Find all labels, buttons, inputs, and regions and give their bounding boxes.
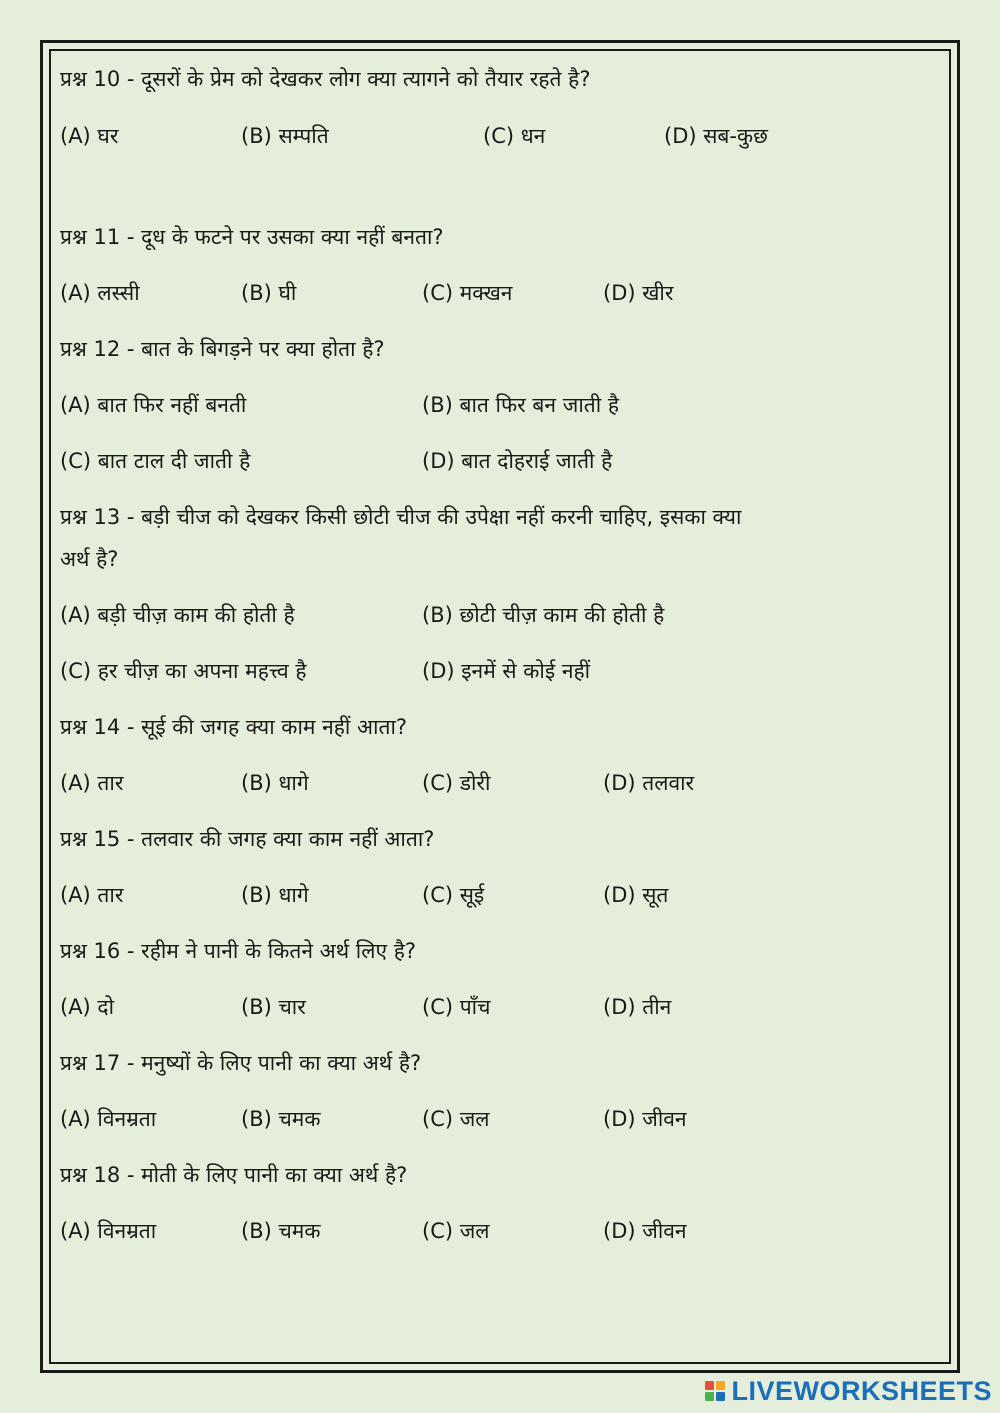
q15-option-d[interactable]: (D) सूत: [603, 883, 669, 907]
question-17: [60, 1049, 421, 1077]
q11-option-d[interactable]: (D) खीर: [603, 281, 674, 305]
q13-option-a[interactable]: (A) बड़ी चीज़ काम की होती है: [60, 603, 295, 627]
q12-option-b[interactable]: (B) बात फिर बन जाती है: [422, 393, 620, 417]
q12-option-a[interactable]: (A) बात फिर नहीं बनती: [60, 393, 247, 417]
question-16: [60, 937, 416, 965]
q11-option-b[interactable]: (B) घी: [241, 281, 297, 305]
liveworksheets-watermark: [705, 1373, 992, 1409]
q17-option-d[interactable]: (D) जीवन: [603, 1107, 687, 1131]
logo-square-icon: [705, 1381, 714, 1390]
question-text: मनुष्यों के लिए पानी का क्या अर्थ है?: [141, 1051, 422, 1075]
question-10: [60, 65, 590, 93]
q18-option-b[interactable]: (B) चमक: [241, 1219, 321, 1243]
q18-option-a[interactable]: (A) विनम्रता: [60, 1219, 157, 1243]
question-label: प्रश्न 17 -: [60, 1051, 142, 1075]
question-12: [60, 335, 385, 363]
q11-option-c[interactable]: (C) मक्खन: [422, 281, 513, 305]
q10-option-d[interactable]: (D) सब-कुछ: [664, 124, 768, 148]
q14-option-a[interactable]: (A) तार: [60, 771, 124, 795]
question-label: प्रश्न 18 -: [60, 1163, 142, 1187]
question-label: प्रश्न 13 -: [60, 505, 142, 529]
question-text: बड़ी चीज को देखकर किसी छोटी चीज की उपेक्षा नहीं करनी चाहिए, इसका क्या: [141, 505, 742, 529]
question-text: दूध के फटने पर उसका क्या नहीं बनता?: [141, 225, 444, 249]
question-14: [60, 713, 407, 741]
question-11: [60, 223, 444, 251]
question-label: प्रश्न 11 -: [60, 225, 142, 249]
question-13: [60, 503, 741, 531]
question-label: प्रश्न 10 -: [60, 67, 142, 91]
q16-option-b[interactable]: (B) चार: [241, 995, 306, 1019]
q12-option-c[interactable]: (C) बात टाल दी जाती है: [60, 449, 251, 473]
question-text: दूसरों के प्रेम को देखकर लोग क्या त्यागने को तैयार रहते है?: [141, 67, 591, 91]
q17-option-c[interactable]: (C) जल: [422, 1107, 490, 1131]
q10-option-c[interactable]: (C) धन: [483, 124, 546, 148]
question-15: [60, 825, 434, 853]
q13-option-d[interactable]: (D) इनमें से कोई नहीं: [422, 659, 591, 683]
question-text: मोती के लिए पानी का क्या अर्थ है?: [141, 1163, 408, 1187]
q15-option-a[interactable]: (A) तार: [60, 883, 124, 907]
q16-option-a[interactable]: (A) दो: [60, 995, 115, 1019]
q11-option-a[interactable]: (A) लस्सी: [60, 281, 140, 305]
q13-option-c[interactable]: (C) हर चीज़ का अपना महत्त्व है: [60, 659, 307, 683]
q18-option-d[interactable]: (D) जीवन: [603, 1219, 687, 1243]
q17-option-a[interactable]: (A) विनम्रता: [60, 1107, 157, 1131]
question-text: सूई की जगह क्या काम नहीं आता?: [141, 715, 408, 739]
q14-option-d[interactable]: (D) तलवार: [603, 771, 695, 795]
question-text: तलवार की जगह क्या काम नहीं आता?: [141, 827, 435, 851]
q16-option-c[interactable]: (C) पाँच: [422, 995, 491, 1019]
q16-option-d[interactable]: (D) तीन: [603, 995, 672, 1019]
question-text: रहीम ने पानी के कितने अर्थ लिए है?: [141, 939, 417, 963]
question-13-continuation: अर्थ है?: [60, 547, 119, 571]
q17-option-b[interactable]: (B) चमक: [241, 1107, 321, 1131]
logo-square-icon: [705, 1392, 714, 1401]
q13-option-b[interactable]: (B) छोटी चीज़ काम की होती है: [422, 603, 665, 627]
question-label: प्रश्न 15 -: [60, 827, 142, 851]
q14-option-c[interactable]: (C) डोरी: [422, 771, 491, 795]
q10-option-b[interactable]: (B) सम्पति: [241, 124, 329, 148]
logo-square-icon: [716, 1381, 725, 1390]
question-text: बात के बिगड़ने पर क्या होता है?: [141, 337, 385, 361]
q15-option-c[interactable]: (C) सूई: [422, 883, 485, 907]
q18-option-c[interactable]: (C) जल: [422, 1219, 490, 1243]
question-label: प्रश्न 12 -: [60, 337, 142, 361]
logo-square-icon: [716, 1392, 725, 1401]
q15-option-b[interactable]: (B) धागे: [241, 883, 309, 907]
q14-option-b[interactable]: (B) धागे: [241, 771, 309, 795]
q12-option-d[interactable]: (D) बात दोहराई जाती है: [422, 449, 613, 473]
question-label: प्रश्न 14 -: [60, 715, 142, 739]
question-label: प्रश्न 16 -: [60, 939, 142, 963]
question-18: [60, 1161, 407, 1189]
q10-option-a[interactable]: (A) घर: [60, 124, 119, 148]
brand-text: LIVEWORKSHEETS: [731, 1375, 992, 1406]
liveworksheets-logo-icon: [705, 1381, 725, 1401]
